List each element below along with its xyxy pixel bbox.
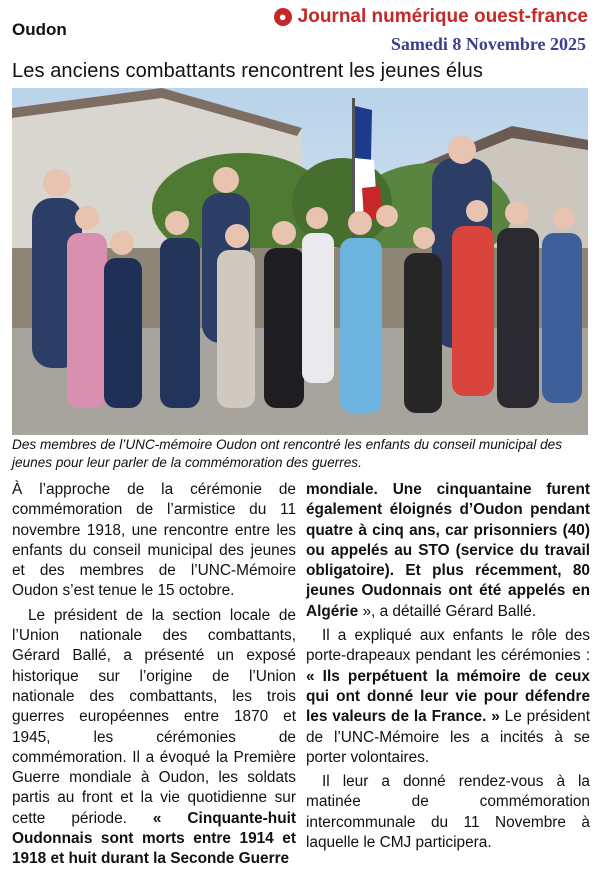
town-label: Oudon bbox=[12, 20, 67, 39]
paragraph-2-fragment: », a détaillé Gérard Ballé. bbox=[358, 602, 537, 620]
paragraph-1: À l’approche de la cérémonie de commémoration de l’armistice du 11 novembre 1918, une rencontre entre les enfants du conseil municipal des jeunes et des membres de l’UNC-Mémoire Oudon s’est tenue le 15 octobre. bbox=[12, 481, 296, 600]
paragraph-3 bbox=[306, 626, 590, 768]
photo-caption: Des membres de l’UNC-mémoire Oudon ont rencontré les enfants du conseil municipal des jeunes pour leur parler de la commémoration des guerres. bbox=[12, 437, 563, 470]
publication-date: Samedi 8 Novembre 2025 bbox=[390, 34, 586, 54]
article-headline: Les anciens combattants rencontrent les jeunes élus bbox=[12, 60, 483, 82]
paragraph-2 bbox=[12, 606, 296, 870]
paragraph-2-continued bbox=[306, 480, 590, 622]
journal-name: Journal numérique ouest-france bbox=[297, 6, 588, 27]
article-column-left bbox=[12, 480, 296, 870]
paragraph-3-end: Le président de l’UNC-Mémoire les a incités à se porter volontaires. bbox=[306, 708, 590, 766]
journal-title bbox=[274, 6, 588, 28]
ouest-france-logo-icon: ● bbox=[274, 8, 292, 26]
paragraph-2-fragment: mondiale. Une cinquantaine furent également éloignés d’Oudon pendant quatre à cinq ans, car prisonniers (40) ou appelés au STO (service du travail obligatoire). Et plus récemment, 80 jeunes Oudonnais ont été appelés en Algérie bbox=[306, 481, 590, 620]
article-column-right bbox=[306, 480, 590, 853]
paragraph-3-quote: « Ils perpétuent la mémoire de ceux qui ont donné leur vie pour défendre les valeurs de la France. » bbox=[306, 667, 590, 726]
paragraph-3-text: Il a expliqué aux enfants le rôle des porte-drapeaux pendant les cérémonies : bbox=[306, 627, 590, 665]
paragraph-2-fragment: « Cinquante-huit Oudonnais sont morts entre 1914 et 1918 et huit durant la Seconde Guerre bbox=[12, 809, 296, 868]
group-photo bbox=[12, 88, 588, 435]
paragraph-4: Il leur a donné rendez-vous à la matinée de commémoration intercommunale du 11 Novembre à laquelle le CMJ participera. bbox=[306, 773, 590, 852]
paragraph-2-fragment: Le président de la section locale de l’Union nationale des combattants, Gérard Ballé, a présenté un exposé historique sur l’origine de l’Union nationale des combattants, les trois guerres européennes entre 1870 et 1945, les cérémonies de commémoration. Il a évoqué la Première Guerre mondiale à Oudon, les soldats partis au front et la vie quotidienne sur cette période. bbox=[12, 606, 296, 827]
